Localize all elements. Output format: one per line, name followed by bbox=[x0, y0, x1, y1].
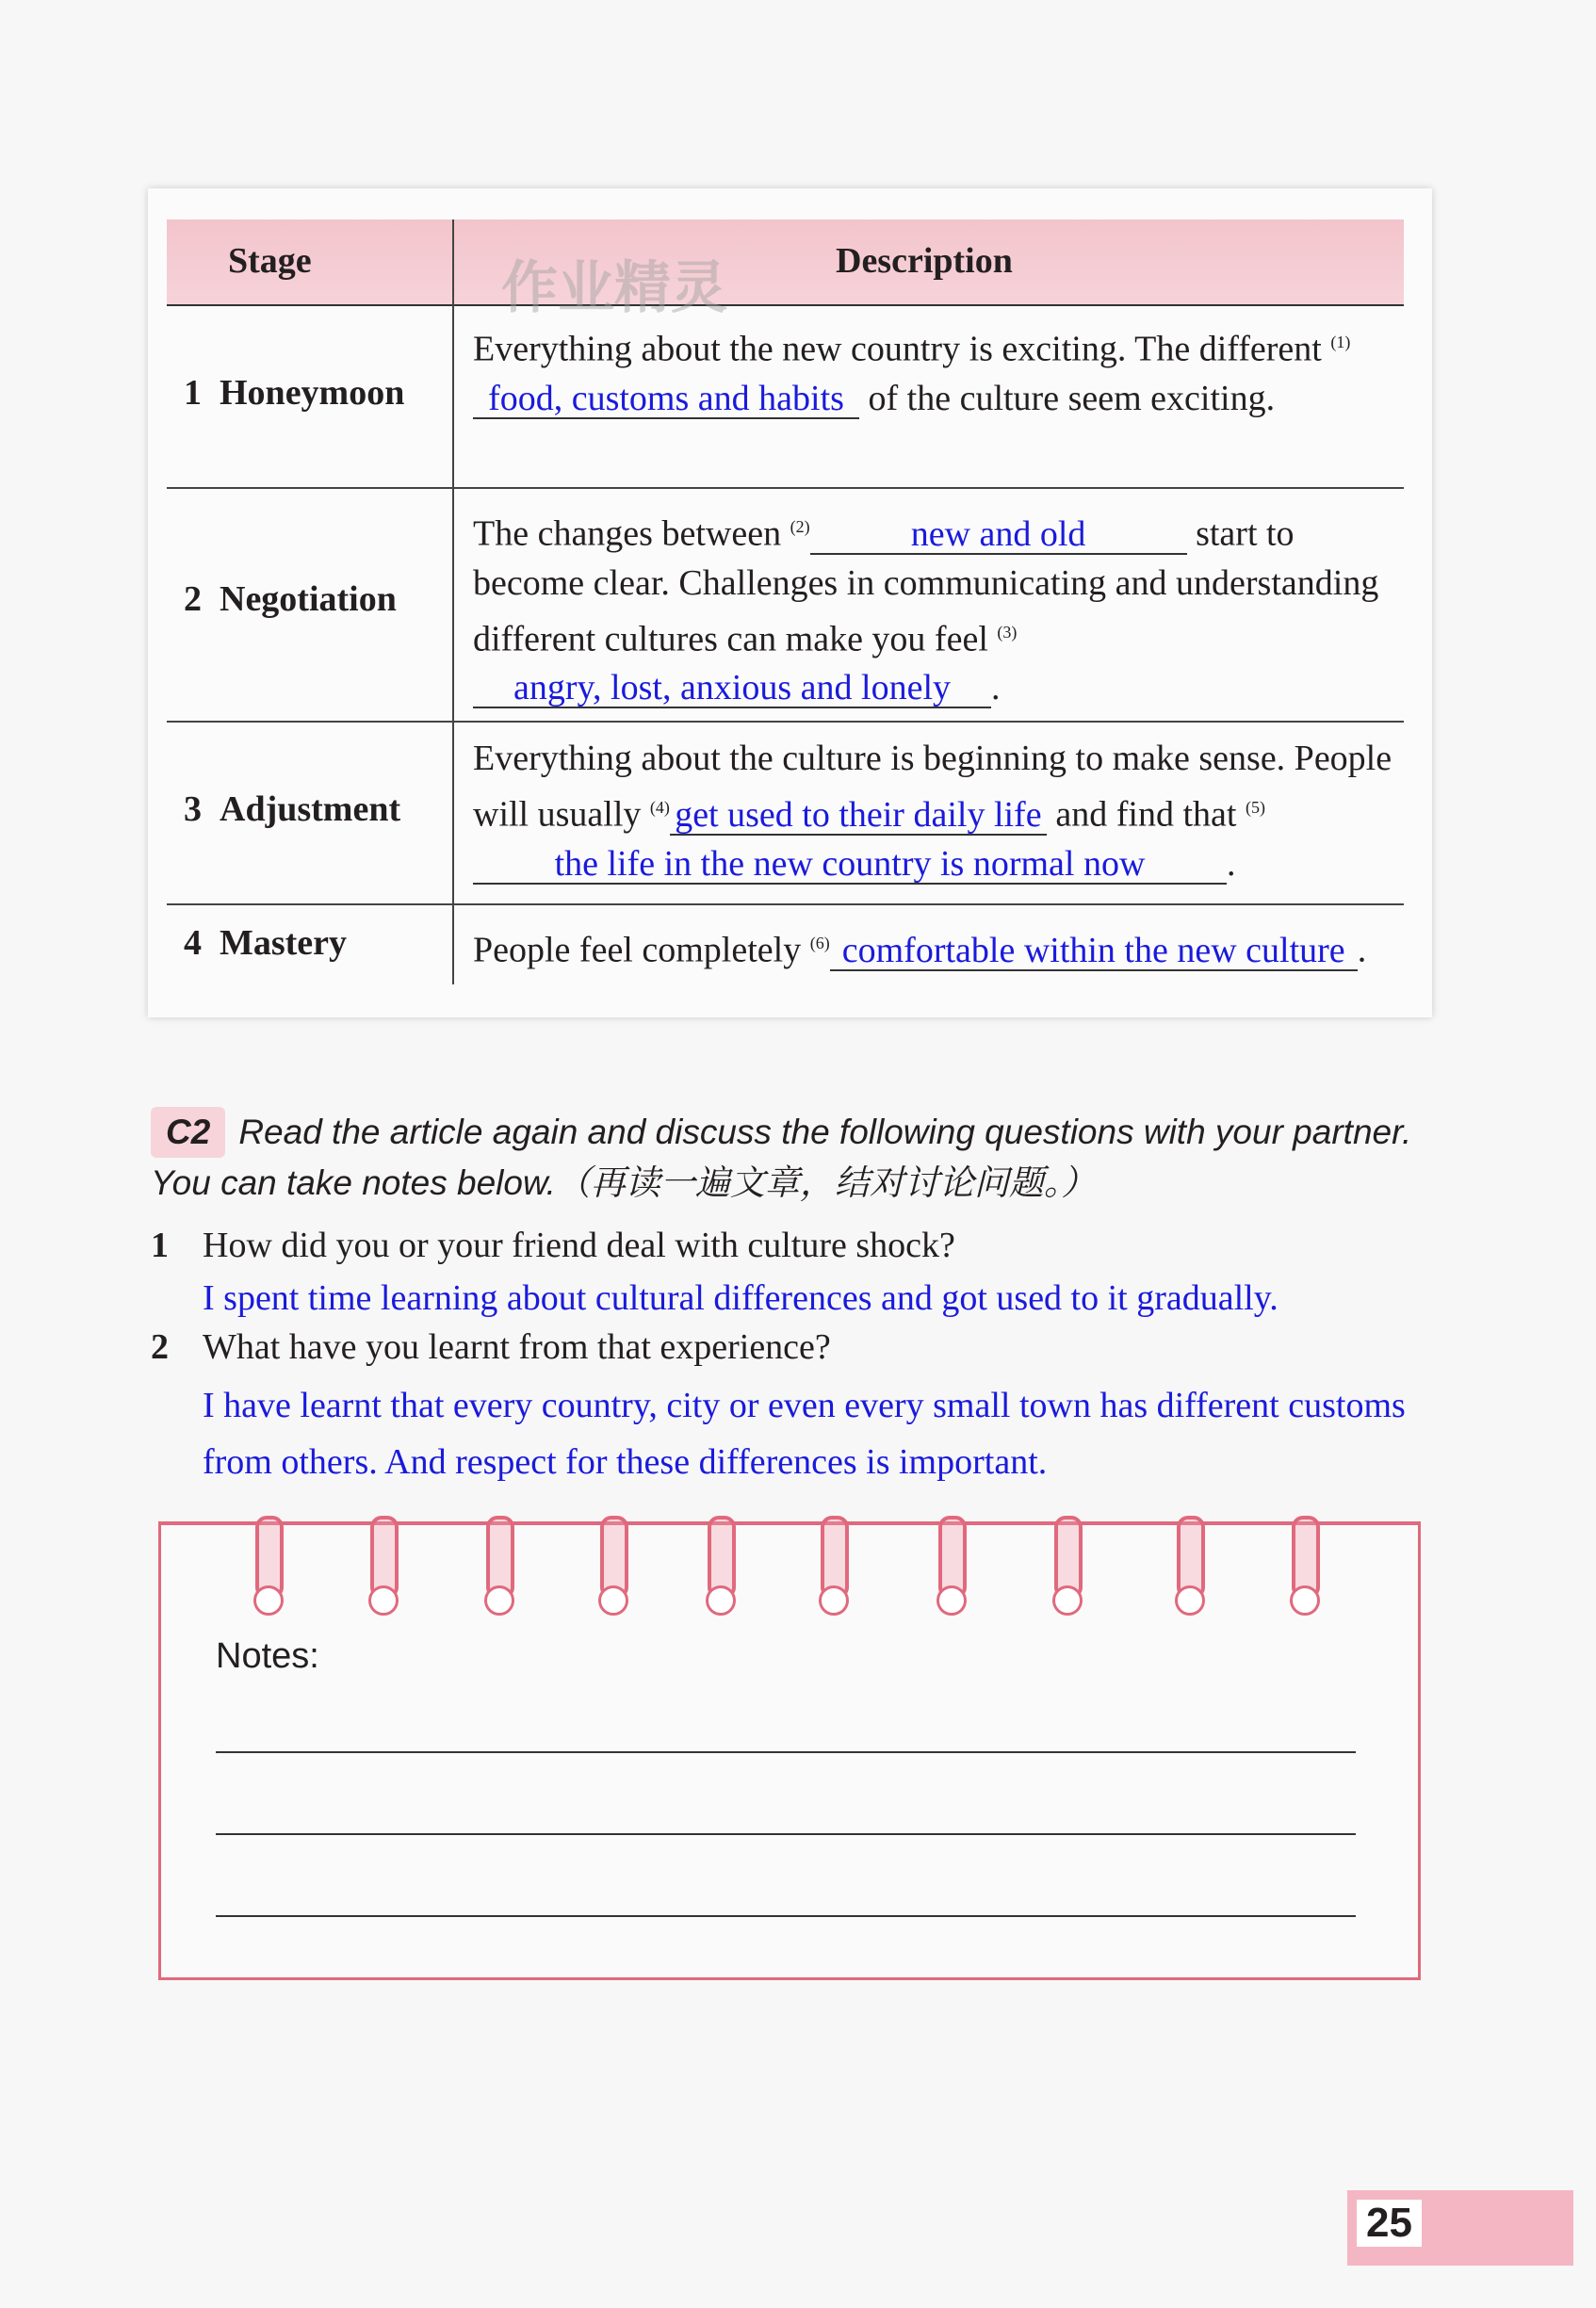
ring-icon bbox=[255, 1516, 284, 1599]
notes-line[interactable] bbox=[216, 1751, 1356, 1753]
notebook bbox=[158, 1521, 1421, 1980]
table-row bbox=[167, 489, 1404, 723]
table-row bbox=[167, 306, 1404, 489]
ring-icon bbox=[1177, 1516, 1205, 1599]
table-row bbox=[167, 905, 1404, 984]
notes-line[interactable] bbox=[216, 1915, 1356, 1917]
c2-instruction: C2 Read the article again and discuss the following questions with your partner. You can take notes below.（再读一遍文章，结对讨论问题。） bbox=[151, 1107, 1451, 1209]
answer-blank-1[interactable]: food, customs and habits bbox=[473, 380, 859, 419]
answer-blank-5[interactable]: the life in the new country is normal now bbox=[473, 845, 1227, 885]
description: People feel completely $^{(6)}$ comfortable within the new culture . bbox=[473, 930, 1367, 970]
ring-icon bbox=[1292, 1516, 1320, 1599]
answer-2: I have learnt that every country, city or even every small town has different customs from others. And respect for these differences is important. bbox=[203, 1386, 1406, 1482]
answer-blank-2[interactable]: new and old bbox=[810, 515, 1187, 555]
question-2: 2 What have you learnt from that experience? bbox=[151, 1327, 831, 1367]
answer-1: I spent time learning about cultural differences and got used to it gradually. bbox=[203, 1278, 1278, 1318]
stage-header: Stage bbox=[228, 241, 312, 281]
ring-icon bbox=[708, 1516, 736, 1599]
stage-label: 2 Negotiation bbox=[184, 579, 397, 619]
notes-label: Notes: bbox=[216, 1636, 319, 1676]
ring-icon bbox=[370, 1516, 399, 1599]
description: Everything about the new country is exciting. The different $^{(1)}$food, customs and habits of the culture seem exciting. bbox=[473, 329, 1351, 418]
stage-label: 3 Adjustment bbox=[184, 789, 401, 829]
description-header: Description bbox=[836, 241, 1013, 281]
ring-icon bbox=[821, 1516, 849, 1599]
ring-icon bbox=[600, 1516, 628, 1599]
ring-icon bbox=[1054, 1516, 1083, 1599]
culture-shock-table bbox=[148, 188, 1432, 1017]
description: The changes between $^{(2)}$ new and old start to become clear. Challenges in communicating and understanding different cultures can make you feel $^{(3)}$angry, lost, anxious and lonely . bbox=[473, 513, 1379, 708]
page-number: 25 bbox=[1357, 2200, 1422, 2247]
ring-icon bbox=[938, 1516, 967, 1599]
stage-label: 4 Mastery bbox=[184, 923, 348, 963]
notes-line[interactable] bbox=[216, 1833, 1356, 1835]
c2-tag: C2 bbox=[151, 1107, 225, 1158]
ring-icon bbox=[486, 1516, 514, 1599]
answer-blank-4[interactable]: get used to their daily life bbox=[670, 796, 1047, 836]
description: Everything about the culture is beginning to make sense. People will usually $^{(4)}$ get used to their daily life and find that $^{(5)}$the life in the new country is normal now . bbox=[473, 739, 1392, 884]
stage-label: 1 Honeymoon bbox=[184, 373, 405, 413]
watermark: 作业精灵 bbox=[501, 257, 727, 319]
question-1: 1 How did you or your friend deal with culture shock? bbox=[151, 1226, 955, 1265]
answer-blank-6[interactable]: comfortable within the new culture bbox=[830, 932, 1358, 971]
table-row bbox=[167, 723, 1404, 905]
table-header bbox=[167, 219, 1404, 306]
answer-blank-3[interactable]: angry, lost, anxious and lonely bbox=[473, 669, 991, 708]
